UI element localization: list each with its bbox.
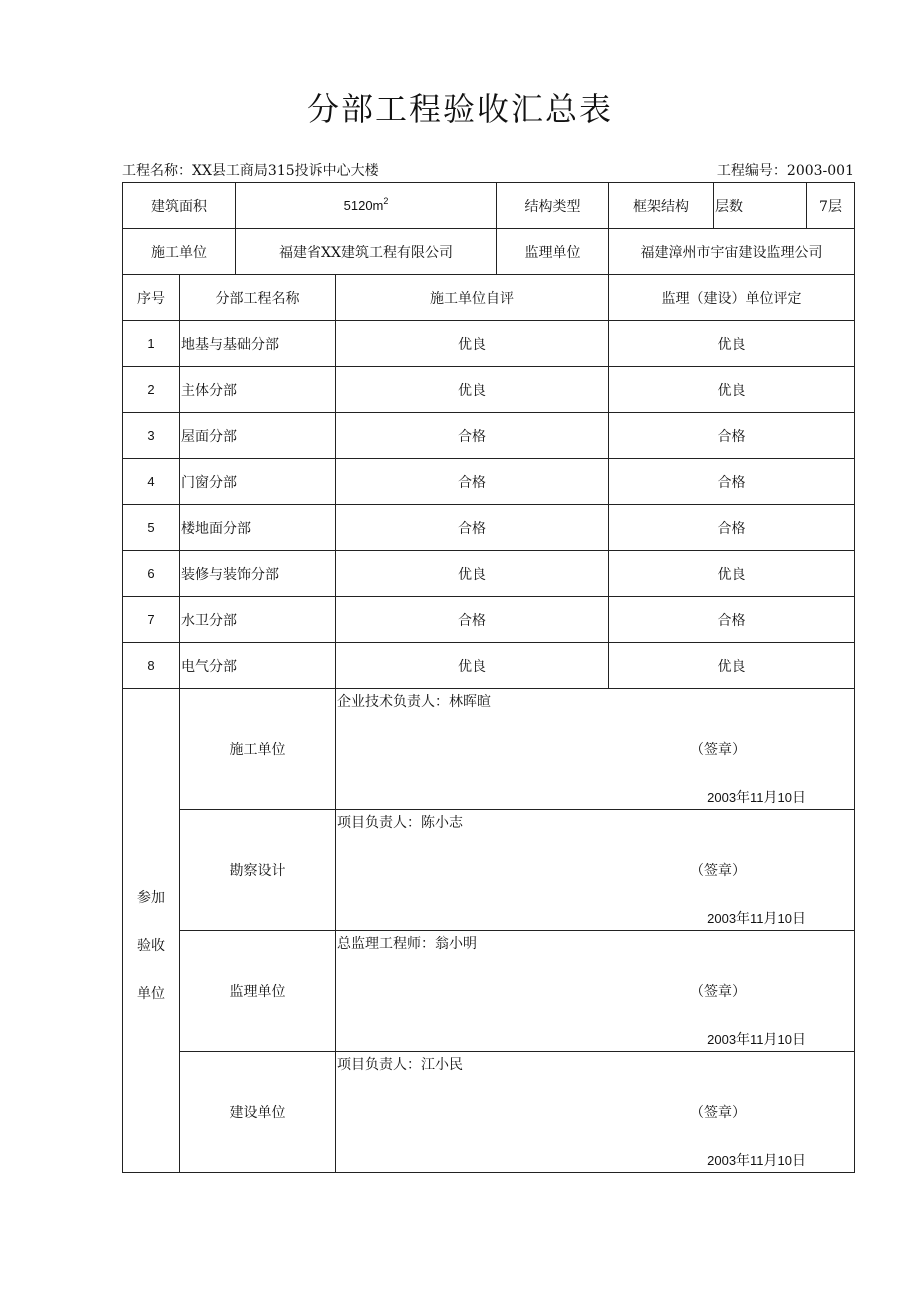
table-row	[123, 551, 855, 597]
structure-label: 结构类型	[497, 183, 609, 229]
row-self: 优良	[336, 551, 609, 597]
acceptance-row	[123, 1052, 855, 1173]
row-name: 电气分部	[180, 643, 336, 689]
seal-placeholder: （签章）	[690, 1105, 747, 1121]
row-self: 合格	[336, 413, 609, 459]
row-name: 屋面分部	[180, 413, 336, 459]
table-header-row	[123, 275, 855, 321]
acceptance-unit-name: 施工单位	[180, 689, 336, 810]
row-self: 合格	[336, 505, 609, 551]
table-row	[123, 367, 855, 413]
acceptance-unit-name: 建设单位	[180, 1052, 336, 1173]
area-label: 建筑面积	[123, 183, 236, 229]
row-name: 地基与基础分部	[180, 321, 336, 367]
info-row-units	[123, 229, 855, 275]
supervisor-value: 福建漳州市宇宙建设监理公司	[609, 229, 855, 275]
contractor-label: 施工单位	[123, 229, 236, 275]
floors-label: 层数	[714, 183, 807, 229]
sign-date: 2003年11月10日	[707, 1153, 807, 1169]
acceptance-row	[123, 931, 855, 1052]
signature-cell	[336, 810, 855, 931]
sign-date: 2003年11月10日	[707, 911, 807, 927]
row-no: 6	[123, 551, 180, 597]
seal-placeholder: （签章）	[690, 863, 747, 879]
row-self: 合格	[336, 597, 609, 643]
seal-placeholder: （签章）	[690, 742, 747, 758]
seal-placeholder: （签章）	[690, 984, 747, 1000]
signature-cell	[336, 931, 855, 1052]
row-review: 优良	[609, 321, 855, 367]
acceptance-units-label: 参加 验收 单位	[123, 689, 180, 1173]
row-name: 水卫分部	[180, 597, 336, 643]
row-no: 1	[123, 321, 180, 367]
row-no: 2	[123, 367, 180, 413]
row-no: 5	[123, 505, 180, 551]
info-row-area	[123, 183, 855, 229]
header-no: 序号	[123, 275, 180, 321]
signatory: 项目负责人：江小民	[337, 1057, 463, 1073]
row-no: 3	[123, 413, 180, 459]
row-review: 合格	[609, 597, 855, 643]
acceptance-row	[123, 810, 855, 931]
floors-value: 7层	[807, 183, 855, 229]
project-name: 工程名称：XX县工商局315投诉中心大楼	[122, 163, 379, 179]
table-row	[123, 505, 855, 551]
project-number: 工程编号：2003-001	[716, 163, 854, 179]
row-name: 装修与装饰分部	[180, 551, 336, 597]
row-review: 优良	[609, 551, 855, 597]
row-self: 优良	[336, 367, 609, 413]
acceptance-unit-name: 勘察设计	[180, 810, 336, 931]
signatory: 项目负责人：陈小志	[337, 815, 463, 831]
row-review: 优良	[609, 367, 855, 413]
row-name: 楼地面分部	[180, 505, 336, 551]
header-name: 分部工程名称	[180, 275, 336, 321]
signatory: 总监理工程师：翁小明	[337, 936, 477, 952]
row-review: 优良	[609, 643, 855, 689]
row-self: 优良	[336, 321, 609, 367]
table-row	[123, 643, 855, 689]
row-no: 4	[123, 459, 180, 505]
row-self: 合格	[336, 459, 609, 505]
row-name: 主体分部	[180, 367, 336, 413]
row-name: 门窗分部	[180, 459, 336, 505]
signature-cell	[336, 689, 855, 810]
structure-value: 框架结构	[609, 183, 714, 229]
page-title: 分部工程验收汇总表	[306, 90, 613, 128]
row-no: 8	[123, 643, 180, 689]
table-row	[123, 321, 855, 367]
row-self: 优良	[336, 643, 609, 689]
header-review: 监理（建设）单位评定	[609, 275, 855, 321]
summary-table	[122, 182, 855, 1173]
signature-cell	[336, 1052, 855, 1173]
sign-date: 2003年11月10日	[707, 1032, 807, 1048]
contractor-value: 福建省XX建筑工程有限公司	[236, 229, 497, 275]
signatory: 企业技术负责人：林晖暄	[337, 694, 491, 710]
table-row	[123, 413, 855, 459]
acceptance-unit-name: 监理单位	[180, 931, 336, 1052]
area-value: $5120m^2$	[236, 183, 497, 229]
row-review: 合格	[609, 413, 855, 459]
sign-date: 2003年11月10日	[707, 790, 807, 806]
supervisor-label: 监理单位	[497, 229, 609, 275]
table-row	[123, 597, 855, 643]
row-no: 7	[123, 597, 180, 643]
acceptance-row	[123, 689, 855, 810]
table-row	[123, 459, 855, 505]
row-review: 合格	[609, 505, 855, 551]
row-review: 合格	[609, 459, 855, 505]
header-self: 施工单位自评	[336, 275, 609, 321]
